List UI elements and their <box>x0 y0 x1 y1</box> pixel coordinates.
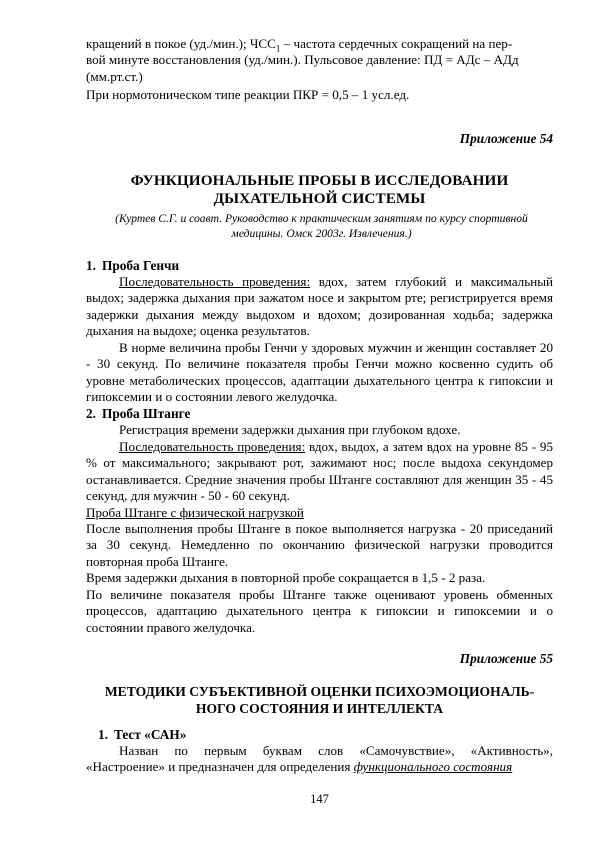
top-line1-sub: 1 <box>275 43 281 54</box>
san-heading-text: Тест «САН» <box>114 727 187 742</box>
section1-title-line2: ДЫХАТЕЛЬНОЙ СИСТЕМЫ <box>213 190 426 207</box>
section1-title-line1: ФУНКЦИОНАЛЬНЫЕ ПРОБЫ В ИССЛЕДОВАНИИ <box>130 172 509 189</box>
section1-subtitle <box>114 212 529 241</box>
shtange-paragraph5: Время задержки дыхания в повторной пробе сокращается в 1,5 - 2 раза. <box>86 570 486 585</box>
section2-title <box>86 683 553 718</box>
genchi-heading-text: Проба Генчи <box>102 258 180 273</box>
shtange-p2-text: вдох, выдох, а затем вдох на уровне 85 - 95 % от максимального; закрывают рот, зажимают нос; после выдоха секундомер останавливается. Средние значения пробы Штанге составляют для женщин 35 - 45 секунд, для мужчин - 50 - 60 секунд. <box>86 439 554 504</box>
shtange-paragraph3 <box>86 505 553 521</box>
page-number: 147 <box>310 792 329 806</box>
top-line1-rest: – частота сердечных сокращений на пер- <box>280 36 513 51</box>
shtange-paragraph6: По величине показателя пробы Штанге также оценивают уровень обменных процессов, адаптацию дыхательного центра к гипоксии и гипоксемии и о состоянии правого желудочка. <box>86 587 553 635</box>
top-line1: кращений в покое (уд./мин.); ЧСС <box>86 36 276 51</box>
genchi-paragraph1 <box>86 274 553 340</box>
shtange-paragraph2 <box>86 439 553 505</box>
genchi-p1-text: вдох, затем глубокий и максимальный выдох; задержка дыхания при зажатом носе и закрытом рте; регистрируется время задержки дыхания между выдохом и вдохом; дозированная ходьба; задержка дыхания на выдохе; оценка результатов. <box>86 274 554 339</box>
genchi-number: 1. <box>86 258 96 273</box>
shtange-heading-text: Проба Штанге <box>102 406 191 421</box>
san-heading <box>98 727 186 743</box>
genchi-heading <box>86 258 179 274</box>
section2-title-line2: НОГО СОСТОЯНИЯ И ИНТЕЛЛЕКТА <box>195 701 444 717</box>
shtange-paragraph4: После выполнения пробы Штанге в покое выполняется нагрузка - 20 приседаний за 30 секунд. Немедленно по окончанию физической нагрузки проводится повторная проба Штанге. <box>86 521 553 569</box>
san-p1-italic: функционального состояния <box>353 759 513 775</box>
document-page <box>86 0 553 841</box>
shtange-p2-label: Последовательность проведения: <box>119 439 306 454</box>
genchi-paragraph2: В норме величина пробы Генчи у здоровых мужчин и женщин составляет 20 - 30 секунд. По величине показателя пробы Генчи можно косвенно судить об уровне метаболических процессов, адаптации дыхательного центра к гипоксии и гипоксемии и о состоянии левого желудочка. <box>86 340 553 405</box>
shtange-p3-label: Проба Штанге с физической нагрузкой <box>86 505 304 520</box>
appendix-54-label: Приложение 54 <box>459 131 553 146</box>
san-number: 1. <box>98 727 108 742</box>
top-paragraph <box>86 36 553 85</box>
shtange-heading <box>86 406 190 422</box>
top-line2: вой минуте восстановления (уд./мин.). Пульсовое давление: ПД = АДс – АДд <box>86 52 519 68</box>
genchi-p1-label: Последовательность проведения: <box>119 274 311 289</box>
san-p1-text: Назван по первым буквам слов «Самочувствие», «Активность», «Настроение» и предназначен для определения <box>86 743 553 775</box>
section2-title-line1: МЕТОДИКИ СУБЪЕКТИВНОЙ ОЦЕНКИ ПСИХОЭМОЦИОНАЛЬ- <box>104 684 535 699</box>
shtange-number: 2. <box>86 406 96 421</box>
section1-title <box>86 172 553 208</box>
appendix-55-label: Приложение 55 <box>459 651 553 666</box>
top-line4: При нормотоническом типе реакции ПКР = 0,5 – 1 усл.ед. <box>86 87 410 102</box>
top-line3: (мм.рт.ст.) <box>86 68 143 84</box>
section1-subtitle-line2: медицины. Омск 2003г. Извлечения.) <box>231 226 412 240</box>
section1-subtitle-line1: (Куртев С.Г. и соавт. Руководство к практическим занятиям по курсу спортивной <box>115 212 528 225</box>
shtange-paragraph1: Регистрация времени задержки дыхания при глубоком вдохе. <box>119 422 461 437</box>
san-paragraph1 <box>86 743 553 776</box>
